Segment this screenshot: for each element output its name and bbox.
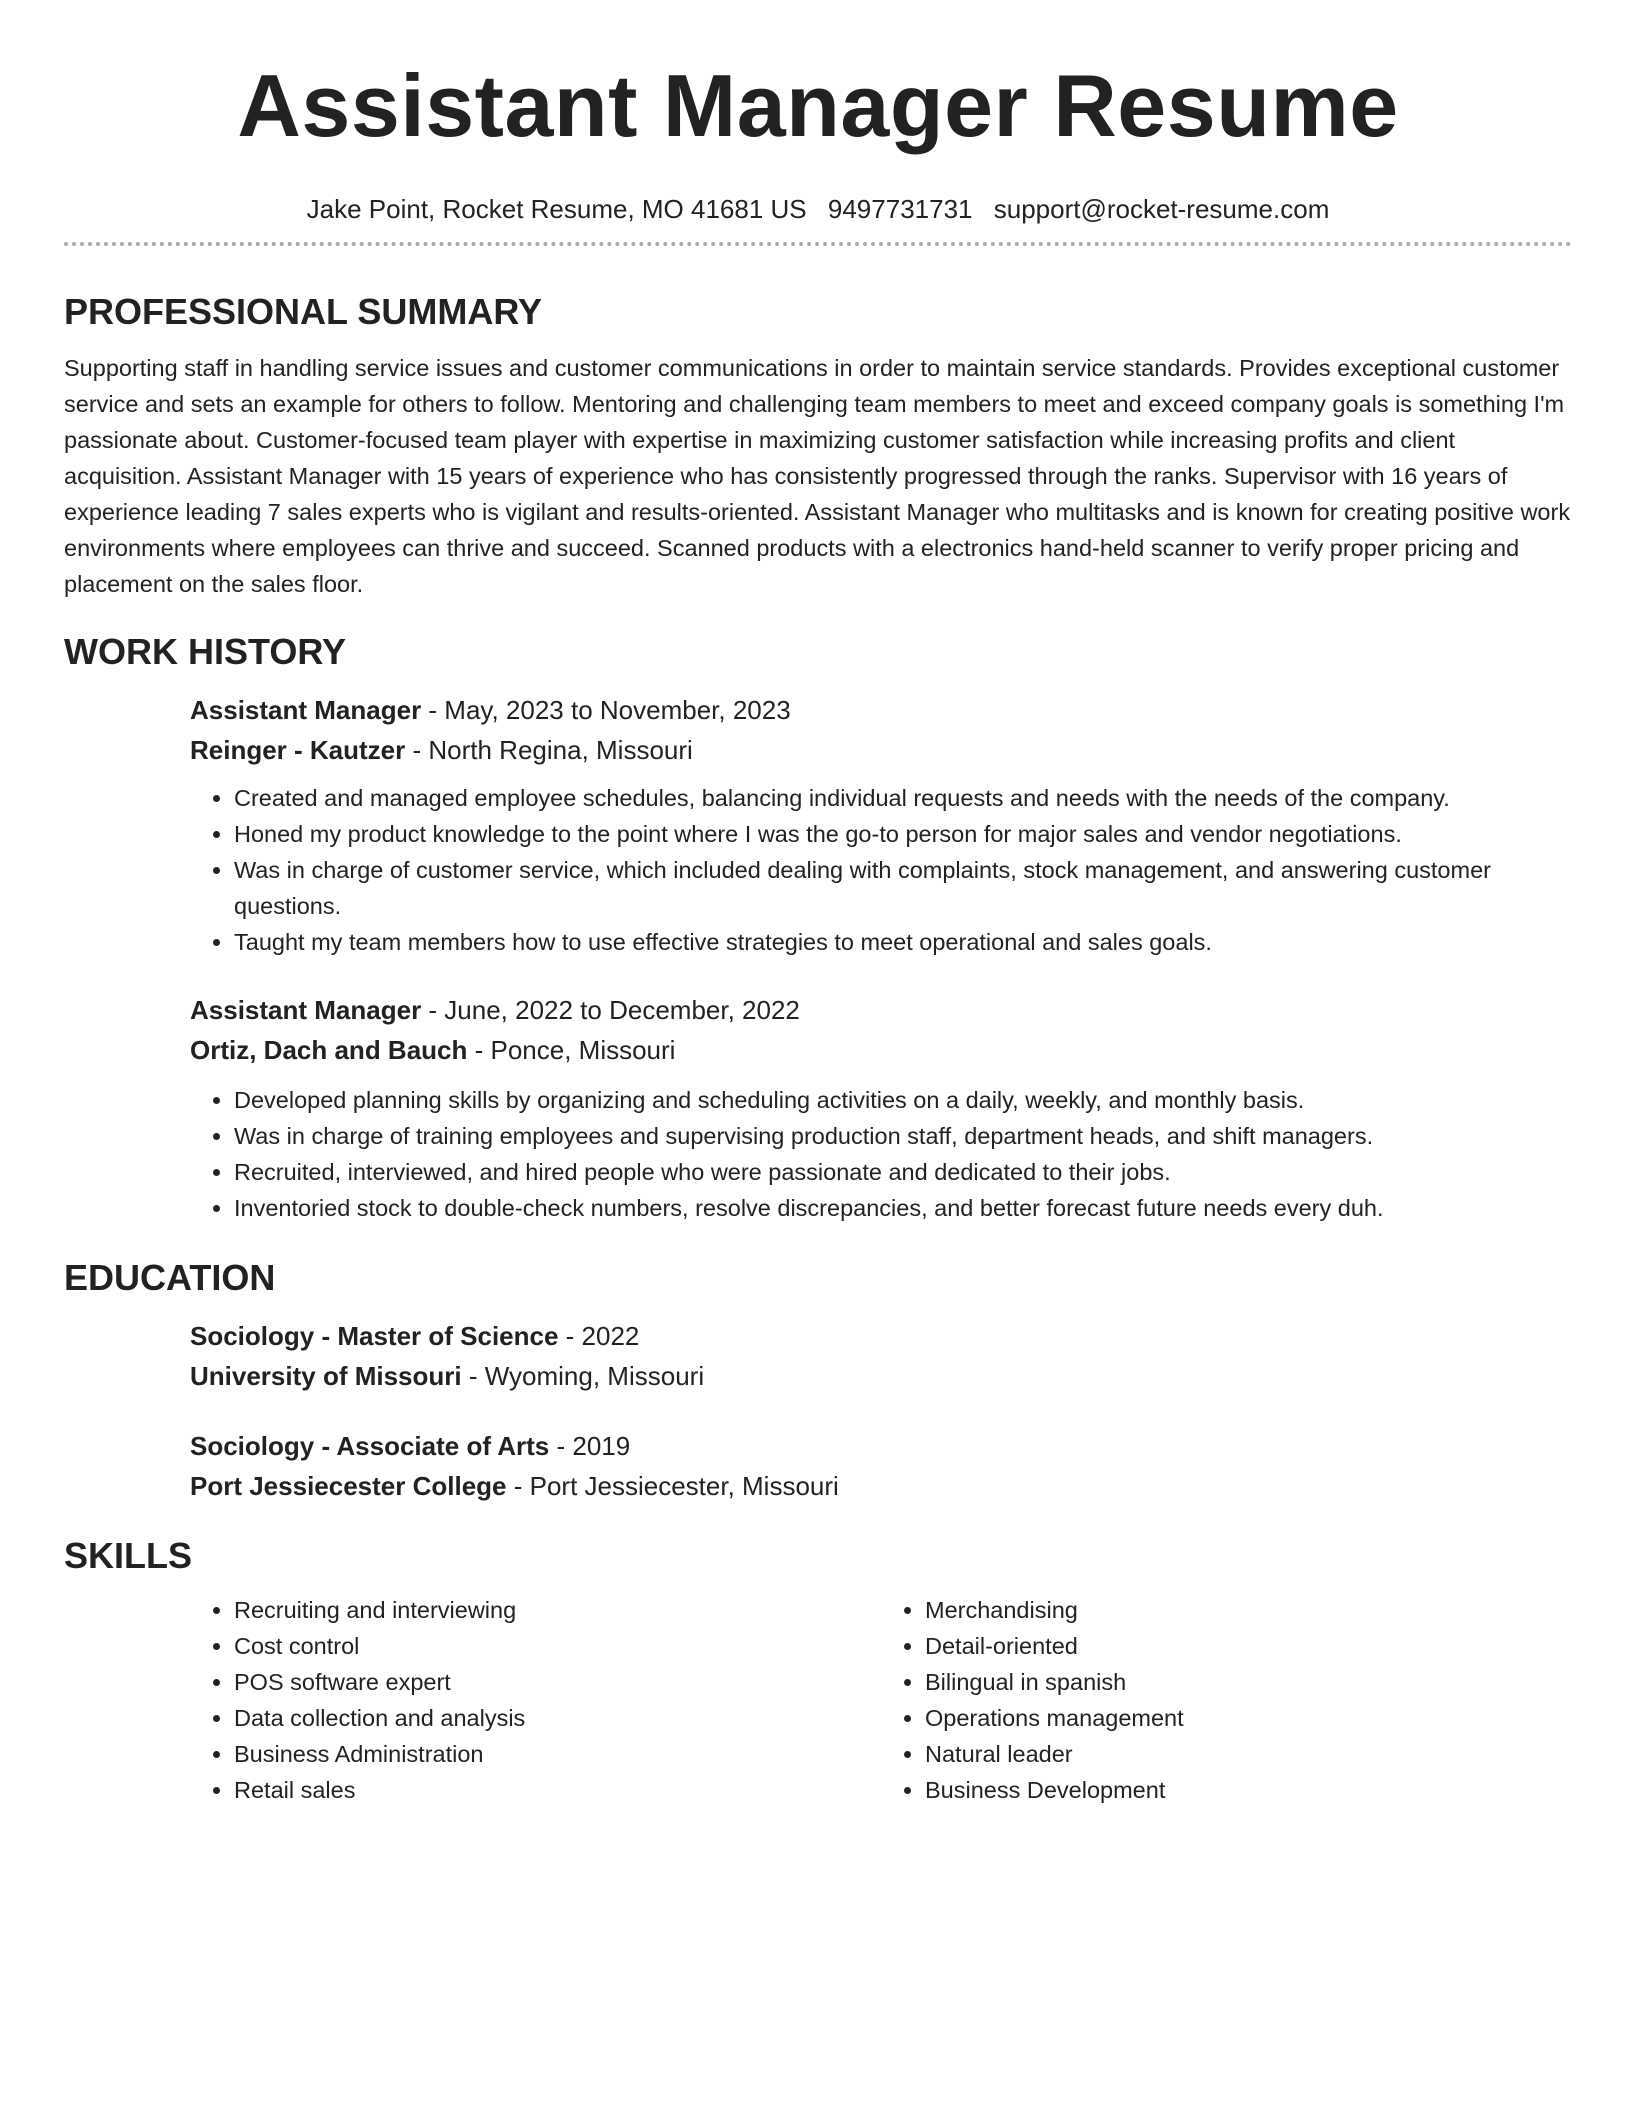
skill-item: • Cost control <box>234 1628 881 1664</box>
contact-address: Jake Point, Rocket Resume, MO 41681 US <box>306 194 807 224</box>
skills-section <box>64 1534 1572 1808</box>
degree: Sociology - Associate of Arts <box>190 1431 550 1461</box>
job-company: Ortiz, Dach and Bauch <box>190 1035 468 1065</box>
degree-line <box>190 1316 1572 1356</box>
skill-item: • Detail-oriented <box>925 1628 1572 1664</box>
job-company-line <box>190 1030 1572 1070</box>
list-item: • Developed planning skills by organizing and scheduling activities on a daily, weekly, and monthly basis. <box>234 1082 1572 1118</box>
header-divider <box>64 242 1572 246</box>
school: University of Missouri <box>190 1361 462 1391</box>
degree-line <box>190 1426 1572 1466</box>
job-bullets <box>190 780 1572 960</box>
skills-heading: SKILLS <box>64 1535 193 1576</box>
contact-phone: 9497731731 <box>827 194 973 224</box>
skill-item: • POS software expert <box>234 1664 881 1700</box>
job-dates: - May, 2023 to November, 2023 <box>421 695 791 725</box>
education-section <box>64 1256 1572 1506</box>
work-history-heading: WORK HISTORY <box>64 631 347 672</box>
job-title: Assistant Manager <box>190 995 422 1025</box>
page-title: Assistant Manager Resume <box>237 56 1399 155</box>
job-dates: - June, 2022 to December, 2022 <box>421 995 800 1025</box>
education-entry <box>190 1426 1572 1506</box>
skill-item: • Recruiting and interviewing <box>234 1592 881 1628</box>
job-title-line <box>190 990 1572 1030</box>
education-heading: EDUCATION <box>64 1257 276 1298</box>
skill-item: • Data collection and analysis <box>234 1700 881 1736</box>
school-line <box>190 1466 1572 1506</box>
list-item: • Was in charge of customer service, which included dealing with complaints, stock management, and answering customer questions. <box>234 852 1572 924</box>
job-location: - Ponce, Missouri <box>467 1035 676 1065</box>
skill-item: • Bilingual in spanish <box>925 1664 1572 1700</box>
skill-item: • Natural leader <box>925 1736 1572 1772</box>
skill-item: • Business Administration <box>234 1736 881 1772</box>
school-location: - Wyoming, Missouri <box>461 1361 705 1391</box>
degree-year: - 2019 <box>549 1431 631 1461</box>
job-title: Assistant Manager <box>190 695 422 725</box>
contact-info <box>64 192 1572 226</box>
list-item: • Inventoried stock to double-check numbers, resolve discrepancies, and better forecast future needs every duh. <box>234 1190 1572 1226</box>
list-item: • Honed my product knowledge to the point where I was the go-to person for major sales and vendor negotiations. <box>234 816 1572 852</box>
skill-item: • Merchandising <box>925 1592 1572 1628</box>
list-item: • Taught my team members how to use effective strategies to meet operational and sales goals. <box>234 924 1572 960</box>
job-entry <box>190 990 1572 1226</box>
list-item: • Created and managed employee schedules, balancing individual requests and needs with the needs of the company. <box>234 780 1572 816</box>
summary-heading: PROFESSIONAL SUMMARY <box>64 291 543 332</box>
job-company-line <box>190 730 1572 770</box>
skill-item: • Retail sales <box>234 1772 881 1808</box>
contact-email: support@rocket-resume.com <box>993 194 1330 224</box>
school: Port Jessiecester College <box>190 1471 507 1501</box>
skills-left-list <box>190 1592 881 1808</box>
skills-columns <box>190 1592 1572 1808</box>
education-entry <box>190 1316 1572 1396</box>
resume-page <box>64 0 1572 1808</box>
job-entry <box>190 690 1572 960</box>
work-history-section <box>64 630 1572 1226</box>
list-item: • Was in charge of training employees and supervising production staff, department heads, and shift managers. <box>234 1118 1572 1154</box>
job-bullets <box>190 1082 1572 1226</box>
job-company: Reinger - Kautzer <box>190 735 406 765</box>
summary-text: Supporting staff in handling service issues and customer communications in order to maintain service standards. Provides exceptional customer service and sets an example for others to follow. Mentoring and challenging team members to meet and exceed company goals is something I'm passionate about. Customer-focused team player with expertise in maximizing customer satisfaction while increasing profits and client acquisition. Assistant Manager with 15 years of experience who has consistently progressed through the ranks. Supervisor with 16 years of experience leading 7 sales experts who is vigilant and results-oriented. Assistant Manager who multitasks and is known for creating positive work environments where employees can thrive and succeed. Scanned products with a electronics hand-held scanner to verify proper pricing and placement on the sales floor. <box>64 355 1571 597</box>
list-item: • Recruited, interviewed, and hired people who were passionate and dedicated to their jobs. <box>234 1154 1572 1190</box>
job-title-line <box>190 690 1572 730</box>
school-location: - Port Jessiecester, Missouri <box>506 1471 839 1501</box>
skills-right-list <box>881 1592 1572 1808</box>
job-location: - North Regina, Missouri <box>405 735 693 765</box>
skill-item: • Business Development <box>925 1772 1572 1808</box>
school-line <box>190 1356 1572 1396</box>
degree: Sociology - Master of Science <box>190 1321 559 1351</box>
skill-item: • Operations management <box>925 1700 1572 1736</box>
degree-year: - 2022 <box>558 1321 640 1351</box>
summary-section <box>64 290 1572 602</box>
